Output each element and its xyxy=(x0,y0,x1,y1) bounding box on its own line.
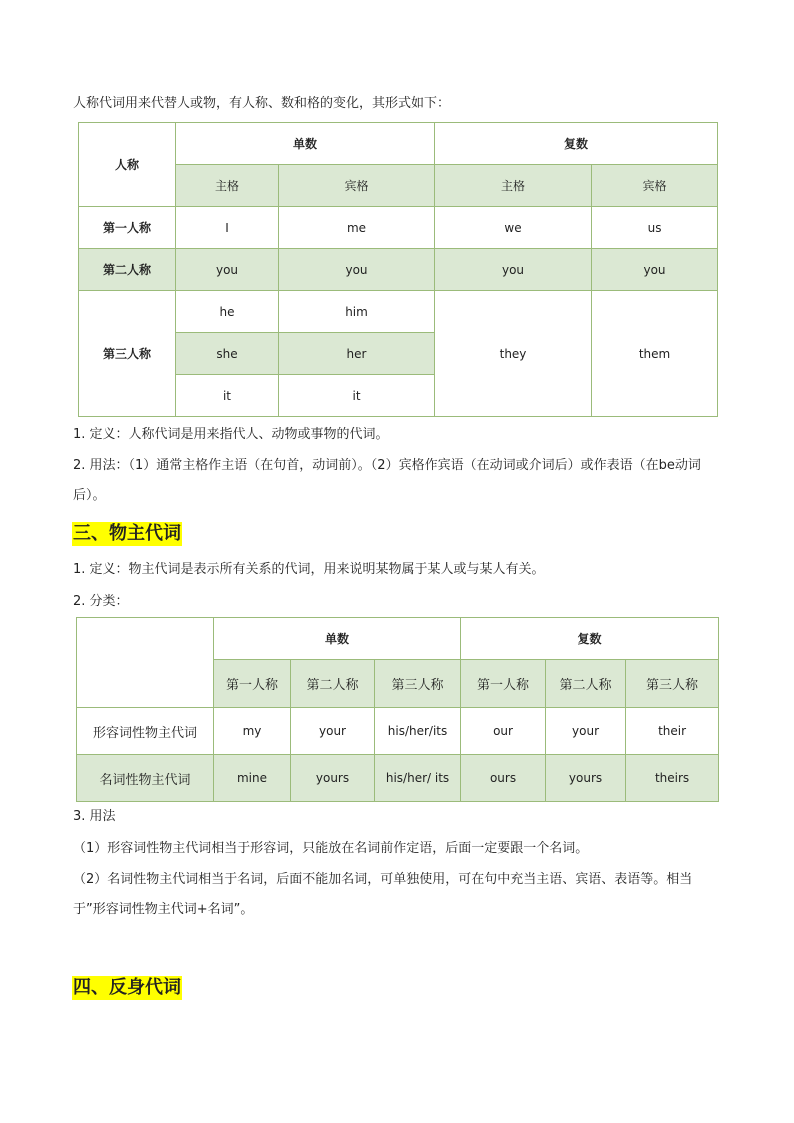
table-cell: them xyxy=(592,291,718,417)
table-cell: their xyxy=(626,708,719,755)
singular-header: 单数 xyxy=(214,618,461,660)
table-cell: mine xyxy=(214,755,291,802)
usage-title: 3. 用法 xyxy=(73,809,116,824)
table-cell: it xyxy=(176,375,279,417)
intro-text: 人称代词用来代替人或物，有人称、数和格的变化，其形式如下： xyxy=(73,96,451,111)
table-cell: yours xyxy=(546,755,626,802)
person-header: 第一人称 xyxy=(461,660,546,708)
table-cell: they xyxy=(435,291,592,417)
person-label: 第一人称 xyxy=(79,207,176,249)
table-row xyxy=(77,755,719,802)
objective-header: 宾格 xyxy=(279,165,435,207)
usage-paragraph: （2）名词性物主代词相当于名词，后面不能加名词，可单独使用，可在句中充当主语、宾语、表语等。相当于”形容词性物主代词+名词”。 xyxy=(73,872,693,917)
table-cell: we xyxy=(435,207,592,249)
table-cell: you xyxy=(435,249,592,291)
table-cell: she xyxy=(176,333,279,375)
table-cell: your xyxy=(291,708,375,755)
person-header: 第三人称 xyxy=(375,660,461,708)
section-heading: 三、物主代词 xyxy=(73,523,181,544)
table-cell: our xyxy=(461,708,546,755)
person-header: 第三人称 xyxy=(626,660,719,708)
plural-header: 复数 xyxy=(435,123,718,165)
person-header: 第一人称 xyxy=(214,660,291,708)
row-label: 名词性物主代词 xyxy=(77,755,214,802)
table-cell: it xyxy=(279,375,435,417)
table-cell: theirs xyxy=(626,755,719,802)
plural-header: 复数 xyxy=(461,618,719,660)
table-cell: he xyxy=(176,291,279,333)
table-cell: his/her/its xyxy=(375,708,461,755)
person-label: 第二人称 xyxy=(79,249,176,291)
table-cell: you xyxy=(176,249,279,291)
personal-pronoun-table xyxy=(78,122,718,417)
person-header: 人称 xyxy=(79,123,176,207)
usage-text: 2. 用法：（1）通常主格作主语（在句首，动词前）。（2）宾格作宾语（在动词或介词后）或作表语（在be动词后）。 xyxy=(73,458,701,503)
section-heading: 四、反身代词 xyxy=(73,977,181,998)
table-cell: her xyxy=(279,333,435,375)
subjective-header: 主格 xyxy=(435,165,592,207)
table-cell: your xyxy=(546,708,626,755)
possessive-pronoun-table xyxy=(76,617,719,802)
person-header: 第二人称 xyxy=(291,660,375,708)
usage-paragraph: （1）形容词性物主代词相当于形容词，只能放在名词前作定语，后面一定要跟一个名词。 xyxy=(73,841,589,856)
table-cell: ours xyxy=(461,755,546,802)
objective-header: 宾格 xyxy=(592,165,718,207)
table-row xyxy=(77,708,719,755)
definition-text: 1. 定义：物主代词是表示所有关系的代词，用来说明某物属于某人或与某人有关。 xyxy=(73,562,545,577)
subjective-header: 主格 xyxy=(176,165,279,207)
definition-text: 1. 定义：人称代词是用来指代人、动物或事物的代词。 xyxy=(73,427,389,442)
table-cell: me xyxy=(279,207,435,249)
category-label: 2. 分类： xyxy=(73,594,129,609)
table-cell: my xyxy=(214,708,291,755)
table-row xyxy=(79,207,718,249)
table-row xyxy=(79,291,718,333)
table-cell: him xyxy=(279,291,435,333)
table-row xyxy=(79,249,718,291)
table-cell: his/her/ its xyxy=(375,755,461,802)
table-cell: you xyxy=(592,249,718,291)
blank-header-cell xyxy=(77,618,214,708)
table-cell: us xyxy=(592,207,718,249)
table-cell: you xyxy=(279,249,435,291)
person-header: 第二人称 xyxy=(546,660,626,708)
singular-header: 单数 xyxy=(176,123,435,165)
table-cell: I xyxy=(176,207,279,249)
row-label: 形容词性物主代词 xyxy=(77,708,214,755)
person-label: 第三人称 xyxy=(79,291,176,417)
table-cell: yours xyxy=(291,755,375,802)
